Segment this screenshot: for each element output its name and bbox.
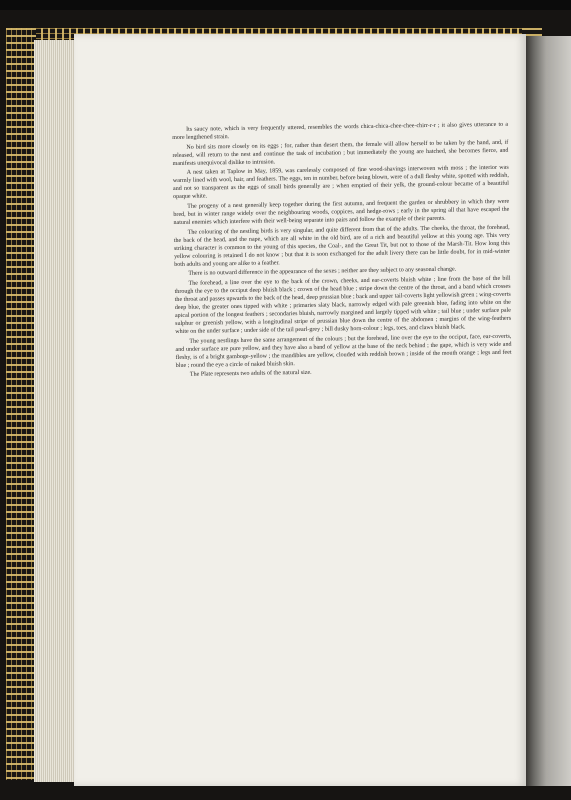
paragraph: The progeny of a nest generally keep together during the first autumn, and frequent the garden or shrubbery in which they were bred, but in winter range widely over the neighbouring woods, coppices, and hedge-rows ; early in the spring all that have escaped the natural enemies which interfere with their well-being separate into pairs and follow the example of their parents. bbox=[173, 198, 510, 227]
paragraph: No bird sits more closely on its eggs ; for, rather than desert them, the female will allow herself to be taken by the hand, and, if released, will return to the nest and continue the task of incubation ; but immediately the young are hatched, she becomes fierce, and manifests unequivocal dislike to intrusion. bbox=[172, 139, 509, 167]
paragraph: The Plate represents two adults of the natural size. bbox=[189, 370, 312, 379]
gilt-border-left bbox=[6, 28, 36, 780]
paragraph: The colouring of the nestling birds is very singular, and quite different from that of the adults. The cheeks, the throat, the forehead, the back of the head, and the nape, which are all white in the old bird, are of a rich and beautiful yellow at this young age. This very striking character is common to the young of this species, the Coal-, and the Great Tit, but not to those of the Marsh-Tit. How long this yellow colouring is retained I do not know ; but that it is soon exchanged for the adult livery there can be little doubt, for in mid-winter both adults and young are alike to a feather. bbox=[173, 224, 511, 268]
paragraph: There is no outward difference in the appearance of the sexes ; neither are they subject to any seasonal change. bbox=[188, 266, 457, 278]
paragraph: The young nestlings have the same arrangement of the colours ; but the forehead, line over the eye to the occiput, face, ear-coverts, and under surface are pure yellow, and they have also a band of yellow at the base of the neck behind ; the gape, which is very wide and fleshy, is of a bright gamboge-yellow ; the mandibles are yellow, clouded with reddish brown ; inside of the mouth orange ; legs and feet blue ; round the eye a circle of naked bluish skin. bbox=[175, 333, 512, 369]
page-text bbox=[172, 121, 512, 380]
paragraph: Its saucy note, which is very frequently uttered, resembles the words chica-chica-chee-chee-chirr-r-r ; it also gives utterance to a more lengthened strain. bbox=[172, 121, 509, 142]
paragraph: A nest taken at Taplow in May, 1859, was carelessly composed of fine wood-shavings interwoven with moss ; the interior was warmly lined with wool, hair, and feathers. The eggs, ten in number, before being blown, were of a dull fleshy white, spotted with reddish, and not so transparent as the eggs of small birds generally are ; when emptied of their yelk, the ground-colour became of a beautiful opaque white. bbox=[172, 164, 510, 201]
page-edges bbox=[34, 40, 74, 782]
paragraph: The forehead, a line over the eye to the back of the crown, cheeks, and ear-coverts bluish white ; line from the base of the bill through the eye to the occiput deep bluish black ; crown of the head blue ; stripe down the centre of the throat, and a band which crosses the throat and passes upwards to the back of the head, deep prussian blue ; back and upper tail-coverts light yellowish green ; wing-coverts deep blue, the greater ones tipped with white ; primaries slaty black, narrowly edged with pale greenish blue, fading into white on the apical portion of the longest feathers ; secondaries bluish, narrowly margined and largely tipped with white ; tail blue ; under surface pale sulphur or greenish yellow, with a longitudinal stripe of prussian blue down the centre of the abdomen ; margins of the wing-feathers white on the under surface ; under side of the tail pearl-grey ; bill dusky horn-colour ; legs, toes, and claws bluish black. bbox=[174, 275, 512, 336]
facing-page-edge bbox=[526, 36, 571, 786]
